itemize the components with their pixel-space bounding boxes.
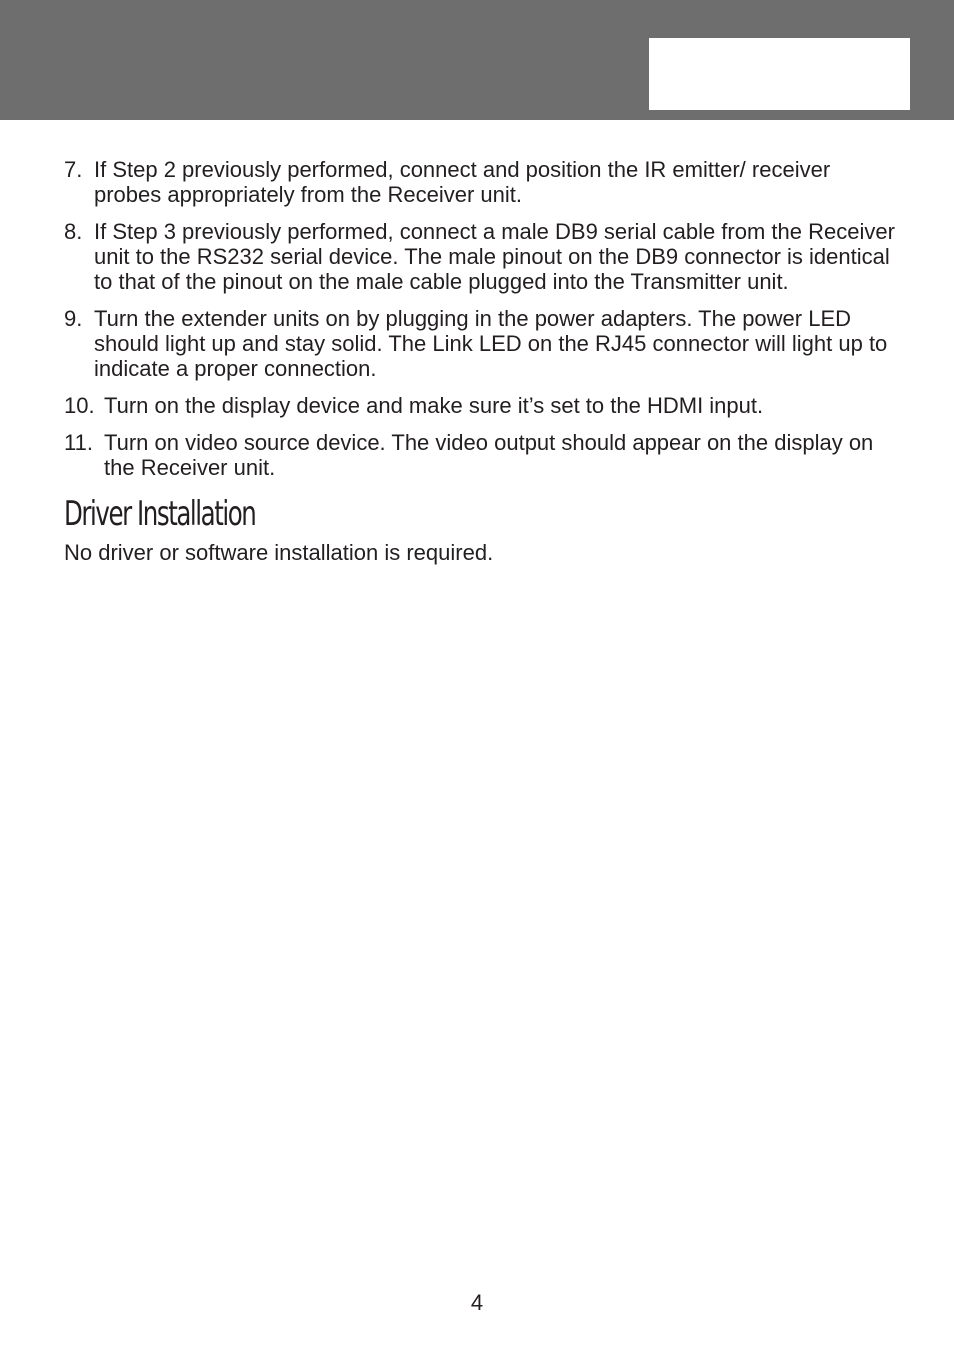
step-text: Turn on the display device and make sure it’s set to the HDMI input. [104,393,764,418]
step-number: 7. [64,157,83,182]
step-item-8 [64,219,900,294]
page-content [64,157,900,565]
step-text: If Step 2 previously performed, connect and position the IR emitter/ receiver probes appropriately from the Receiver unit. [94,157,831,207]
step-item-11 [64,430,900,480]
step-number: 10. [64,393,95,418]
step-number: 9. [64,306,83,331]
step-number: 11. [64,430,93,455]
step-text: If Step 3 previously performed, connect a male DB9 serial cable from the Receiver unit to the RS232 serial device. The male pinout on the DB9 connector is identical to that of the pinout on the male cable plugged into the Transmitter unit. [94,219,895,294]
step-number: 8. [64,219,83,244]
page-number: 4 [470,1290,484,1315]
header-label-box [649,38,910,110]
header-band [0,0,954,120]
step-item-9 [64,306,900,381]
installation-steps-list [64,157,900,480]
step-text: Turn the extender units on by plugging in the power adapters. The power LED should light up and stay solid. The Link LED on the RJ45 connector will light up to indicate a proper connection. [94,306,888,381]
section-body-text: No driver or software installation is required. [64,540,494,565]
step-text: Turn on video source device. The video output should appear on the display on the Receiver unit. [104,430,874,480]
section-heading: Driver Installation [64,494,256,534]
step-item-10 [64,393,900,418]
step-item-7 [64,157,900,207]
